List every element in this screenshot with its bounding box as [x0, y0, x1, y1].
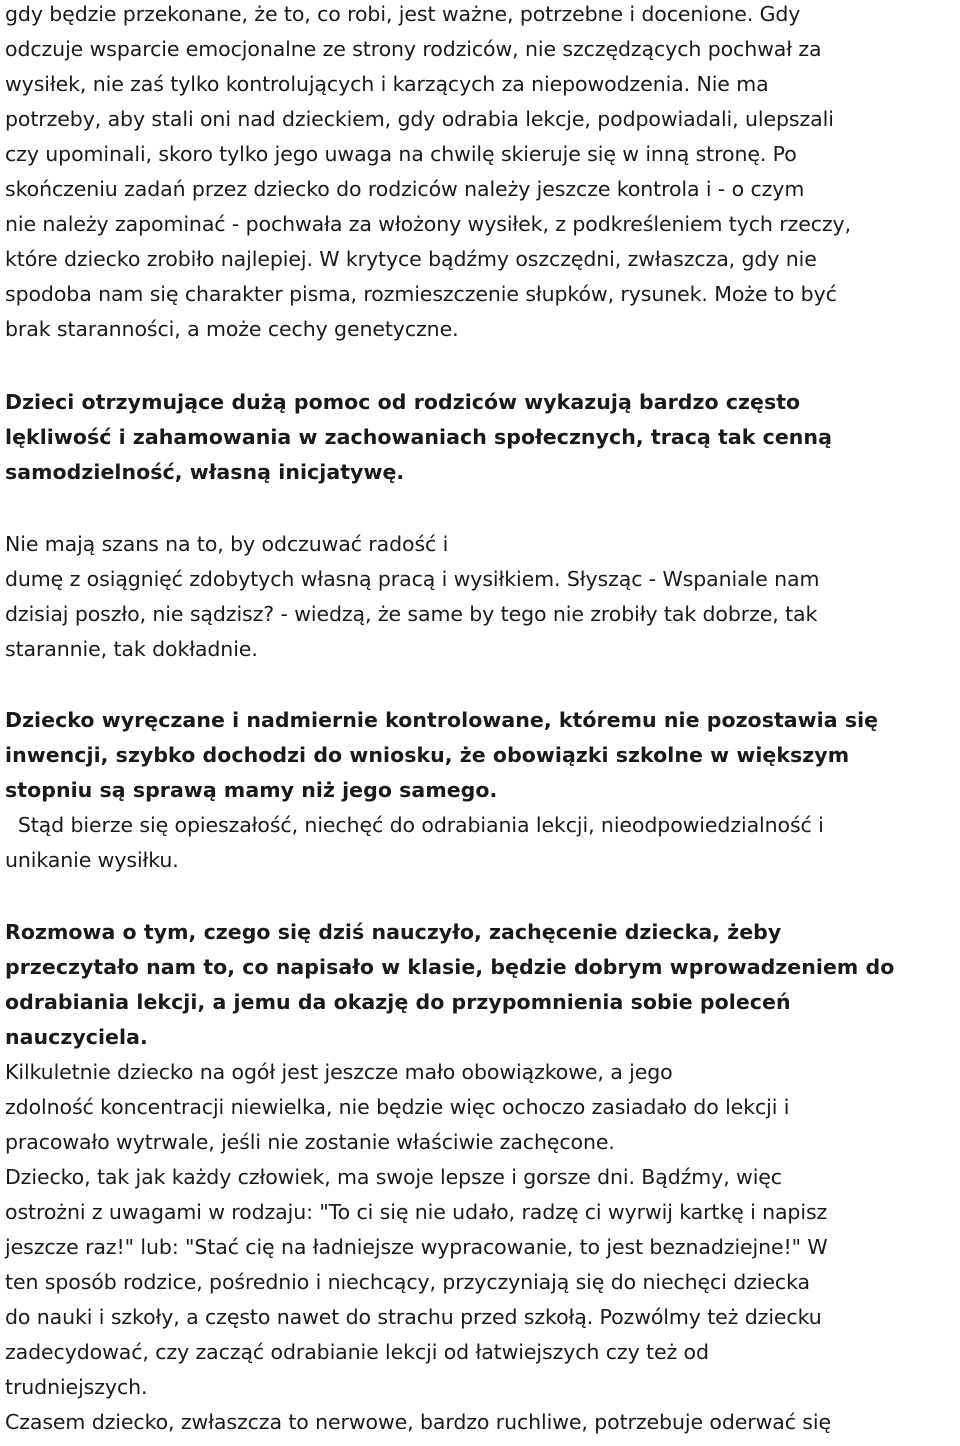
text-line: wysiłek, nie zaś tylko kontrolujących i karzących za niepowodzenia. Nie ma — [5, 72, 769, 96]
bold-text-line: przeczytało nam to, co napisało w klasie, będzie dobrym wprowadzeniem do — [5, 955, 895, 979]
bold-text-line: stopniu są sprawą mamy niż jego samego. — [5, 778, 498, 802]
bold-text-line: Dziecko wyręczane i nadmiernie kontrolowane, któremu nie pozostawia się — [5, 708, 879, 732]
text-line: odczuje wsparcie emocjonalne ze strony rodziców, nie szczędzących pochwał za — [5, 37, 822, 61]
text-line: spodoba nam się charakter pisma, rozmieszczenie słupków, rysunek. Może to być — [5, 282, 837, 306]
text-line: Nie mają szans na to, by odczuwać radość i — [5, 532, 449, 556]
text-line: gdy będzie przekonane, że to, co robi, jest ważne, potrzebne i docenione. Gdy — [5, 2, 801, 26]
text-line: do nauki i szkoły, a często nawet do strachu przed szkołą. Pozwólmy też dziecku — [5, 1305, 822, 1329]
bold-text-line: samodzielność, własną inicjatywę. — [5, 460, 405, 484]
bold-text-line: inwencji, szybko dochodzi do wniosku, że obowiązki szkolne w większym — [5, 743, 850, 767]
text-line: które dziecko zrobiło najlepiej. W krytyce bądźmy oszczędni, zwłaszcza, gdy nie — [5, 247, 817, 271]
text-line: dzisiaj poszło, nie sądzisz? - wiedzą, że same by tego nie zrobiły tak dobrze, tak — [5, 602, 818, 626]
bold-text-line: odrabiania lekcji, a jemu da okazję do przypomnienia sobie poleceń — [5, 990, 791, 1014]
bold-text-line: nauczyciela. — [5, 1025, 148, 1049]
text-line: pracowało wytrwale, jeśli nie zostanie właściwie zachęcone. — [5, 1130, 615, 1154]
text-line: jeszcze raz!" lub: "Stać cię na ładniejsze wypracowanie, to jest beznadziejne!" W — [5, 1235, 828, 1259]
text-line: Dziecko, tak jak każdy człowiek, ma swoje lepsze i gorsze dni. Bądźmy, więc — [5, 1165, 782, 1189]
text-line: ten sposób rodzice, pośrednio i niechcący, przyczyniają się do niechęci dziecka — [5, 1270, 810, 1294]
text-line: unikanie wysiłku. — [5, 848, 179, 872]
bold-text-line: lękliwość i zahamowania w zachowaniach społecznych, tracą tak cenną — [5, 425, 832, 449]
bold-text-line: Dzieci otrzymujące dużą pomoc od rodziców wykazują bardzo często — [5, 390, 801, 414]
text-line: Stąd bierze się opieszałość, niechęć do odrabiania lekcji, nieodpowiedzialność i — [5, 813, 824, 837]
bold-text-line: Rozmowa o tym, czego się dziś nauczyło, zachęcenie dziecka, żeby — [5, 920, 782, 944]
text-line: skończeniu zadań przez dziecko do rodziców należy jeszcze kontrola i - o czym — [5, 177, 805, 201]
text-line: zadecydować, czy zacząć odrabianie lekcji od łatwiejszych czy też od — [5, 1340, 709, 1364]
text-line: starannie, tak dokładnie. — [5, 637, 258, 661]
text-line: potrzeby, aby stali oni nad dzieckiem, gdy odrabia lekcje, podpowiadali, ulepszali — [5, 107, 834, 131]
text-line: Czasem dziecko, zwłaszcza to nerwowe, bardzo ruchliwe, potrzebuje oderwać się — [5, 1410, 831, 1434]
text-line: zdolność koncentracji niewielka, nie będzie więc ochoczo zasiadało do lekcji i — [5, 1095, 790, 1119]
text-line: nie należy zapominać - pochwała za włożony wysiłek, z podkreśleniem tych rzeczy, — [5, 212, 851, 236]
text-line: brak staranności, a może cechy genetyczne. — [5, 317, 459, 341]
text-line: Kilkuletnie dziecko na ogół jest jeszcze mało obowiązkowe, a jego — [5, 1060, 673, 1084]
text-line: ostrożni z uwagami w rodzaju: "To ci się nie udało, radzę ci wyrwij kartkę i napisz — [5, 1200, 828, 1224]
text-line: trudniejszych. — [5, 1375, 148, 1399]
text-line: dumę z osiągnięć zdobytych własną pracą i wysiłkiem. Słysząc - Wspaniale nam — [5, 567, 820, 591]
text-line: czy upominali, skoro tylko jego uwaga na chwilę skieruje się w inną stronę. Po — [5, 142, 797, 166]
